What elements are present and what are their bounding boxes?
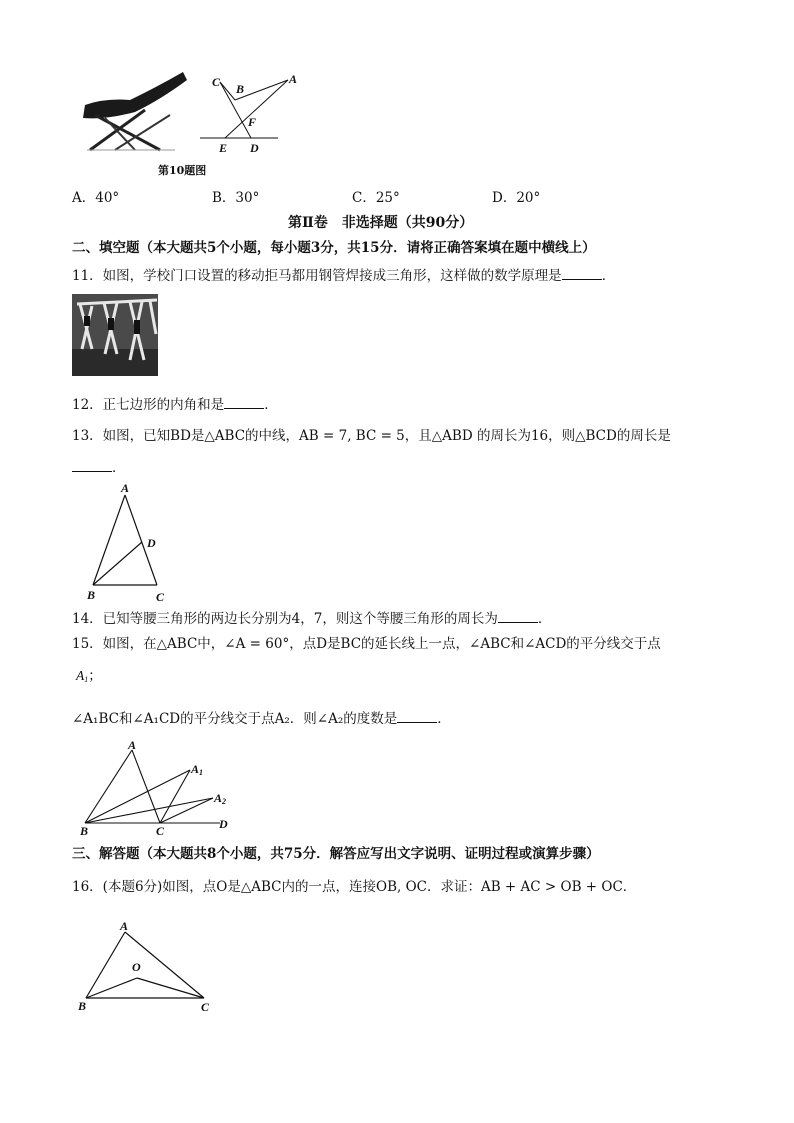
q12-text: 12．正七边形的内角和是 [72,397,225,413]
q11-end: ． [601,268,616,284]
q15-label-A2-main: A [214,791,223,805]
q13-label-C: C [156,590,165,604]
q14-end: ． [537,611,552,627]
q10-option-c: C．25° [352,190,400,206]
q15-label-A: A [128,738,137,752]
barricade-image [72,294,158,376]
question-13-blank-line [72,459,126,476]
q16-label-B: B [78,999,87,1013]
q16-triangle-figure [82,928,212,1008]
q15-label-B: B [80,824,89,838]
q15-label-C: C [156,824,165,838]
q15-label-A1-sub: 1 [199,768,204,777]
q13-label-D: D [147,536,156,550]
label-B: B [236,82,245,96]
q12-answer-blank [224,396,264,409]
q13-triangle-figure [85,490,175,590]
q15-label-A2 [214,791,226,806]
q14-text: 14．已知等腰三角形的两边长分别为4，7，则这个等腰三角形的周长为 [72,611,498,627]
question-13-text: 13．如图，已知BD是△ABC的中线，AB = 7, BC = 5，且△ABD 的周长为16，则△BCD的周长是 [72,428,671,444]
q13-answer-blank [72,459,112,472]
label-F: F [248,115,257,129]
q13-label-A: A [121,481,130,495]
question-14 [72,610,551,627]
q15-label-D: D [219,817,228,831]
folding-chair-photo [75,70,190,155]
q15-answer-blank [397,710,437,723]
q10-option-b: B．30° [212,190,260,206]
q10-option-a: A．40° [72,190,120,206]
label-E: E [219,141,228,155]
section3-header: 三、解答题（本大题共8个小题，共75分．解答应写出文字说明、证明过程或演算步骤） [72,846,600,862]
question-15-line1: 15．如图，在△ABC中，∠A = 60°，点D是BC的延长线上一点，∠ABC和∠ACD的平分线交于点 [72,636,661,652]
q11-text: 11．如图，学校门口设置的移动拒马都用钢管焊接成三角形，这样做的数学原理是 [72,268,562,284]
q12-end: ． [264,397,278,413]
question-15-line3 [72,710,451,727]
part2-title: 第Ⅱ卷 非选择题（共90分） [288,215,474,231]
q16-label-C: C [201,1000,210,1014]
label-C: C [212,75,221,89]
q14-answer-blank [498,610,538,623]
q10-option-d: D．20° [492,190,541,206]
q15-label-A1 [191,762,203,777]
question-16: 16．(本题6分)如图，点O是△ABC内的一点，连接OB, OC．求证：AB + AC > OB + OC． [72,879,637,895]
q16-label-O: O [132,960,141,974]
question-12 [72,396,278,413]
figure-caption-q10: 第10题图 [158,164,207,177]
q15-line3-text: ∠A₁BC和∠A₁CD的平分线交于点A₂．则∠A₂的度数是 [72,711,398,727]
q15-label-A1-main: A [191,762,200,776]
q15-point-a1: A [76,668,85,683]
q11-answer-blank [562,267,602,280]
q15-angle-bisector-figure [80,745,240,830]
question-15-line2 [76,668,102,685]
q13-end: ． [112,460,126,476]
label-D: D [250,141,259,155]
barricade-photo [72,294,158,376]
q15-line2-end: ； [88,668,102,683]
section2-header: 二、填空题（本大题共5个小题，每小题3分，共15分．请将正确答案填在题中横线上） [72,240,596,256]
question-11 [72,267,615,284]
folding-chair-image [75,70,190,155]
label-A: A [289,72,298,86]
q16-label-A: A [120,919,129,933]
q15-label-A2-sub: 2 [222,797,227,806]
q15-point-a1-sub: 1 [84,675,89,684]
q13-label-B: B [87,588,96,602]
q15-end: ． [437,711,451,727]
